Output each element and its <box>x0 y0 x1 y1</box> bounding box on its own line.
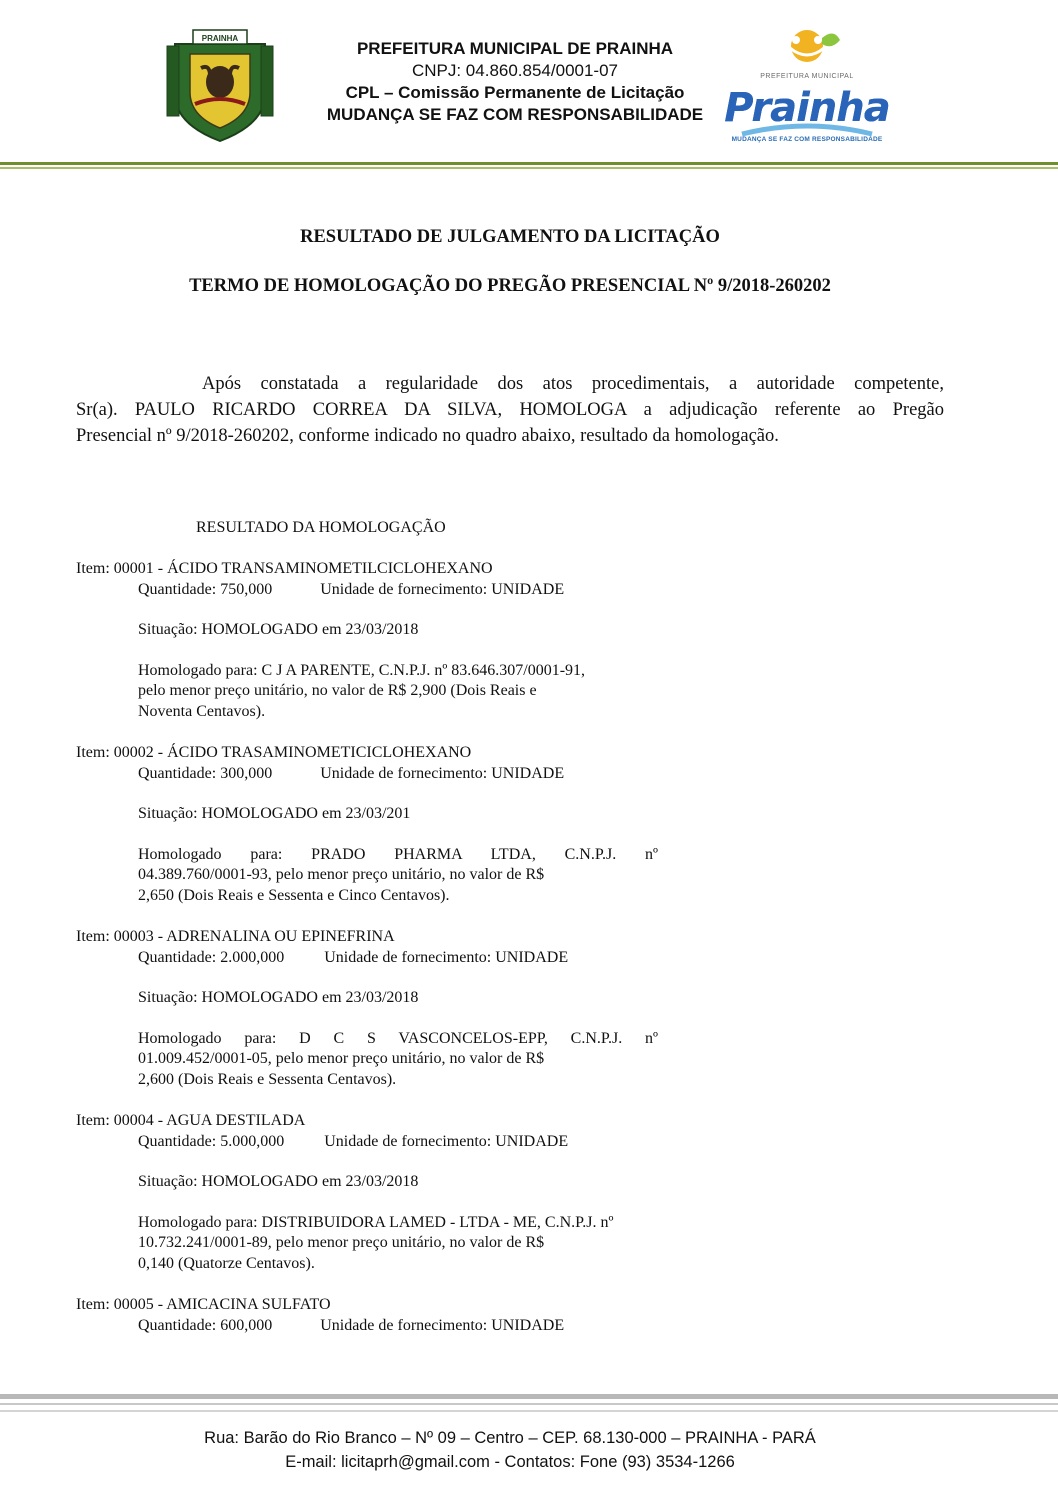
item-awardee-line: Homologado para: DISTRIBUIDORA LAMED - LTDA - ME, C.N.P.J. nº <box>138 1213 614 1231</box>
item-status: Situação: HOMOLOGADO em 23/03/2018 <box>138 1173 419 1190</box>
footer-divider <box>0 1410 1058 1412</box>
document-subtitle: TERMO DE HOMOLOGAÇÃO DO PREGÃO PRESENCIAL Nº 9/2018-260202 <box>189 276 831 296</box>
item-awardee-line: Noventa Centavos). <box>138 702 266 720</box>
item-quantity: Quantidade: 5.000,000 Unidade de fornecimento: UNIDADE <box>138 1132 569 1150</box>
item-awardee-line: Homologado para: PRADO PHARMA LTDA, C.N.P.J. nº <box>138 845 658 863</box>
logo-top-text: PREFEITURA MUNICIPAL <box>760 73 854 80</box>
item-quantity: Quantidade: 2.000,000 Unidade de fornecimento: UNIDADE <box>138 948 569 966</box>
logo-wordmark: Prainha <box>724 85 890 131</box>
list-item <box>76 927 716 1090</box>
document-title: RESULTADO DE JULGAMENTO DA LICITAÇÃO <box>300 227 720 247</box>
footer-address: Rua: Barão do Rio Branco – Nº 09 – Centro – CEP. 68.130-000 – PRAINHA - PARÁ <box>204 1429 816 1447</box>
item-status: Situação: HOMOLOGADO em 23/03/2018 <box>138 989 419 1006</box>
section-title: RESULTADO DA HOMOLOGAÇÃO <box>196 519 446 536</box>
item-awardee-line: 01.009.452/0001-05, pelo menor preço unitário, no valor de R$ <box>138 1050 545 1067</box>
item-awardee-line: Homologado para: C J A PARENTE, C.N.P.J. nº 83.646.307/0001-91, <box>138 661 586 679</box>
logo-caption: MUDANÇA SE FAZ COM RESPONSABILIDADE <box>731 136 883 143</box>
item-name: Item: 00003 - ADRENALINA OU EPINEFRINA <box>76 928 395 945</box>
footer-contact: E-mail: licitaprh@gmail.com - Contatos: Fone (93) 3534-1266 <box>285 1453 735 1471</box>
item-status: Situação: HOMOLOGADO em 23/03/2018 <box>138 621 419 638</box>
item-status: Situação: HOMOLOGADO em 23/03/201 <box>138 805 411 822</box>
org-cnpj: CNPJ: 04.860.854/0001-07 <box>411 61 619 80</box>
item-awardee-line: pelo menor preço unitário, no valor de R$ 2,900 (Dois Reais e <box>138 682 537 699</box>
item-quantity: Quantidade: 300,000 Unidade de fornecimento: UNIDADE <box>138 764 565 782</box>
list-item <box>76 1111 716 1274</box>
footer-divider <box>0 1403 1058 1405</box>
item-name: Item: 00004 - AGUA DESTILADA <box>76 1112 306 1129</box>
intro-line-1: Após constatada a regularidade dos atos procedimentais, a autoridade competente, <box>202 374 944 394</box>
header-divider-light <box>0 167 1058 169</box>
intro-paragraph <box>76 371 944 449</box>
item-quantity: Quantidade: 600,000 Unidade de fornecimento: UNIDADE <box>138 1316 565 1334</box>
item-name: Item: 00005 - AMICACINA SULFATO <box>76 1296 331 1313</box>
item-awardee <box>76 1029 658 1091</box>
item-awardee <box>76 845 658 907</box>
item-awardee-line: 2,600 (Dois Reais e Sessenta Centavos). <box>138 1070 397 1088</box>
item-awardee-line: 10.732.241/0001-89, pelo menor preço unitário, no valor de R$ <box>138 1234 545 1251</box>
municipal-crest-logo <box>165 24 275 144</box>
cpl-name: CPL – Comissão Permanente de Licitação <box>345 83 685 102</box>
item-awardee-line: 2,650 (Dois Reais e Sessenta e Cinco Centavos). <box>138 886 450 904</box>
header-text-block <box>290 38 740 126</box>
footer-divider <box>0 1394 1058 1399</box>
item-awardee-line: 04.389.760/0001-93, pelo menor preço unitário, no valor de R$ <box>138 866 545 883</box>
item-quantity: Quantidade: 750,000 Unidade de fornecimento: UNIDADE <box>138 580 565 598</box>
intro-line-2: Sr(a). PAULO RICARDO CORREA DA SILVA, HOMOLOGA a adjudicação referente ao Pregão <box>76 400 944 420</box>
item-awardee <box>76 661 658 723</box>
list-item <box>76 743 716 906</box>
list-item <box>76 1295 716 1336</box>
crest-banner-text: PRAINHA <box>201 34 239 43</box>
item-name: Item: 00002 - ÁCIDO TRASAMINOMETICICLOHEXANO <box>76 744 472 761</box>
item-name: Item: 00001 - ÁCIDO TRANSAMINOMETILCICLOHEXANO <box>76 560 493 577</box>
item-awardee-line: Homologado para: D C S VASCONCELOS-EPP, C.N.P.J. nº <box>138 1029 658 1047</box>
list-item <box>76 559 716 722</box>
item-awardee-line: 0,140 (Quatorze Centavos). <box>138 1254 315 1272</box>
header-slogan: MUDANÇA SE FAZ COM RESPONSABILIDADE <box>326 105 704 124</box>
org-name: PREFEITURA MUNICIPAL DE PRAINHA <box>356 39 674 58</box>
page-footer <box>0 1426 1020 1474</box>
header-divider <box>0 162 1058 165</box>
item-awardee <box>76 1213 658 1275</box>
intro-line-3: Presencial nº 9/2018-260202, conforme indicado no quadro abaixo, resultado da homologação. <box>76 426 779 446</box>
